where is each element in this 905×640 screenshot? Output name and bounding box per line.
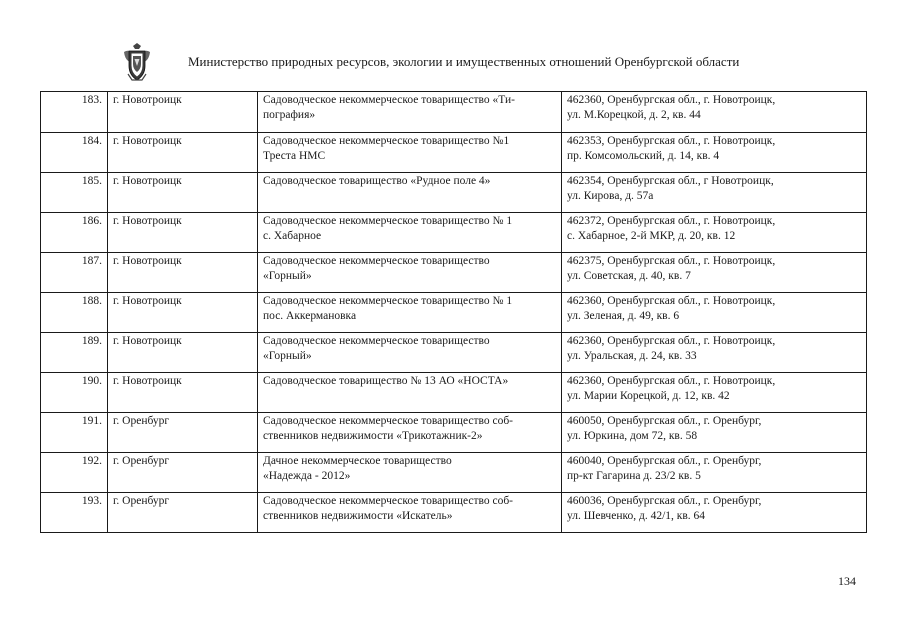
name-line: «Надежда - 2012» [263,470,351,482]
address-cell [562,493,867,533]
name-line: Садоводческое некоммерческое товарищество [263,255,490,267]
address-cell [562,92,867,133]
organization-name-cell [258,453,562,493]
city-cell: г. Новотроицк [108,92,258,133]
city-cell: г. Новотроицк [108,253,258,293]
name-line: Садоводческое некоммерческое товарищество №1 [263,135,510,147]
city-cell: г. Оренбург [108,453,258,493]
ministry-title: Министерство природных ресурсов, экологии и имущественных отношений Оренбургской области [188,54,740,69]
table-row [41,213,867,253]
name-line: ственников недвижимости «Искатель» [263,510,453,522]
city-cell: г. Новотроицк [108,173,258,213]
organization-name-cell [258,333,562,373]
address-cell [562,333,867,373]
name-line: Садоводческое некоммерческое товарищество соб- [263,495,514,507]
name-line: Дачное некоммерческое товарищество [263,455,452,467]
table-row [41,413,867,453]
address-line: ул. Юркина, дом 72, кв. 58 [567,430,698,442]
row-number: 184. [41,133,108,173]
row-number: 185. [41,173,108,213]
table-row [41,253,867,293]
address-line: ул. М.Корецкой, д. 2, кв. 44 [567,109,701,121]
address-line: пр-кт Гагарина д. 23/2 кв. 5 [567,470,701,482]
name-line: ственников недвижимости «Трикотажник-2» [263,430,483,442]
city-cell: г. Новотроицк [108,133,258,173]
table-row [41,173,867,213]
address-line: 462354, Оренбургская обл., г Новотроицк, [567,175,774,187]
organization-name-cell [258,253,562,293]
city-cell: г. Оренбург [108,493,258,533]
name-line: пография» [263,109,316,121]
name-line: Садоводческое товарищество № 13 АО «НОСТА» [263,375,509,387]
name-line: Садоводческое некоммерческое товарищество [263,335,490,347]
address-line: ул. Уральская, д. 24, кв. 33 [567,350,697,362]
address-cell [562,413,867,453]
row-number: 190. [41,373,108,413]
city-cell: г. Новотроицк [108,293,258,333]
organization-name-cell [258,213,562,253]
table-row [41,133,867,173]
address-line: ул. Марии Корецкой, д. 12, кв. 42 [567,390,730,402]
registry-table [40,91,867,533]
address-cell [562,293,867,333]
organization-name-cell [258,173,562,213]
coat-of-arms-icon [122,42,152,82]
address-line: 460040, Оренбургская обл., г. Оренбург, [567,455,762,467]
address-line: 462353, Оренбургская обл., г. Новотроицк, [567,135,776,147]
organization-name-cell [258,92,562,133]
address-cell [562,253,867,293]
address-line: 462375, Оренбургская обл., г. Новотроицк, [567,255,776,267]
name-line: Садоводческое некоммерческое товарищество № 1 [263,295,513,307]
name-line: «Горный» [263,350,312,362]
page-header [0,38,905,88]
address-line: 462360, Оренбургская обл., г. Новотроицк, [567,375,776,387]
address-line: пр. Комсомольский, д. 14, кв. 4 [567,150,720,162]
name-line: «Горный» [263,270,312,282]
address-line: 462372, Оренбургская обл., г. Новотроицк, [567,215,776,227]
table-row [41,453,867,493]
address-line: 460036, Оренбургская обл., г. Оренбург, [567,495,762,507]
organization-name-cell [258,373,562,413]
row-number: 188. [41,293,108,333]
table-row [41,373,867,413]
city-cell: г. Новотроицк [108,213,258,253]
address-line: ул. Советская, д. 40, кв. 7 [567,270,691,282]
address-line: 462360, Оренбургская обл., г. Новотроицк, [567,335,776,347]
city-cell: г. Оренбург [108,413,258,453]
address-line: ул. Шевченко, д. 42/1, кв. 64 [567,510,706,522]
address-line: ул. Зеленая, д. 49, кв. 6 [567,310,680,322]
address-line: 462360, Оренбургская обл., г. Новотроицк, [567,295,776,307]
city-cell: г. Новотроицк [108,373,258,413]
organization-name-cell [258,493,562,533]
address-line: с. Хабарное, 2-й МКР, д. 20, кв. 12 [567,230,736,242]
address-cell [562,373,867,413]
city-cell: г. Новотроицк [108,333,258,373]
row-number: 183. [41,92,108,133]
row-number: 192. [41,453,108,493]
row-number: 193. [41,493,108,533]
name-line: пос. Аккермановка [263,310,357,322]
name-line: Садоводческое некоммерческое товарищество № 1 [263,215,513,227]
row-number: 187. [41,253,108,293]
organization-name-cell [258,133,562,173]
table-row [41,333,867,373]
name-line: Садоводческое товарищество «Рудное поле 4» [263,175,491,187]
organization-name-cell [258,293,562,333]
table-row [41,293,867,333]
address-line: 462360, Оренбургская обл., г. Новотроицк, [567,94,776,106]
name-line: Садоводческое некоммерческое товарищество «Ти- [263,94,515,106]
row-number: 191. [41,413,108,453]
table-row [41,493,867,533]
organization-name-cell [258,413,562,453]
name-line: с. Хабарное [263,230,322,242]
address-line: 460050, Оренбургская обл., г. Оренбург, [567,415,762,427]
page-number: 134 [838,574,856,588]
address-cell [562,453,867,493]
name-line: Садоводческое некоммерческое товарищество соб- [263,415,514,427]
row-number: 189. [41,333,108,373]
address-cell [562,133,867,173]
row-number: 186. [41,213,108,253]
address-line: ул. Кирова, д. 57а [567,190,654,202]
address-cell [562,213,867,253]
address-cell [562,173,867,213]
table-row [41,92,867,133]
name-line: Треста НМС [263,150,326,162]
